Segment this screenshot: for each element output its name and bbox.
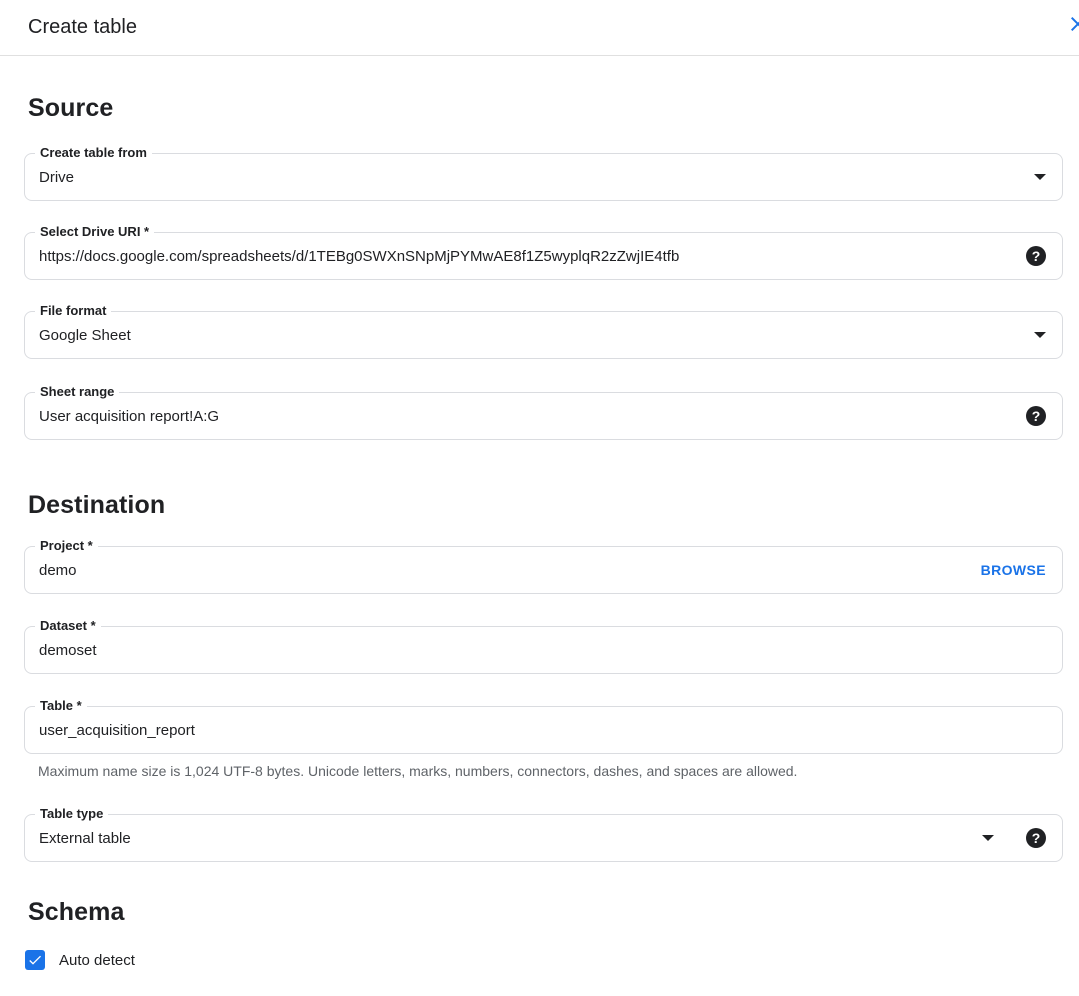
dataset-input[interactable]: demoset xyxy=(39,641,97,659)
table-name-helper-text: Maximum name size is 1,024 UTF-8 bytes. Unicode letters, marks, numbers, connectors, dashes, and spaces are allowed. xyxy=(38,763,798,779)
table-type-select[interactable] xyxy=(24,806,1063,862)
sheet-range-field[interactable] xyxy=(24,384,1063,440)
project-field[interactable] xyxy=(24,538,1063,594)
create-table-form xyxy=(0,93,1079,970)
selected-value: External table xyxy=(39,829,131,847)
section-heading-source: Source xyxy=(28,94,114,122)
close-button[interactable] xyxy=(1066,12,1079,36)
selected-value: Google Sheet xyxy=(39,326,131,344)
selected-value: Drive xyxy=(39,168,75,186)
browse-button[interactable]: BROWSE xyxy=(980,562,1046,578)
table-name-input[interactable]: user_acquisition_report xyxy=(39,721,195,739)
sheet-range-input[interactable]: User acquisition report!A:G xyxy=(39,407,220,425)
field-label: Select Drive URI * xyxy=(35,224,154,240)
close-icon xyxy=(1066,24,1079,39)
chevron-down-icon[interactable] xyxy=(1034,174,1046,180)
drive-uri-field[interactable] xyxy=(24,224,1063,280)
checkmark-icon xyxy=(27,952,43,968)
chevron-down-icon[interactable] xyxy=(1034,332,1046,338)
auto-detect-checkbox[interactable] xyxy=(25,950,45,970)
table-name-field[interactable] xyxy=(24,698,1063,754)
chevron-down-icon[interactable] xyxy=(982,835,994,841)
field-label: File format xyxy=(35,303,111,319)
field-label: Dataset * xyxy=(35,618,101,634)
field-label: Sheet range xyxy=(35,384,119,400)
page-title: Create table xyxy=(28,16,137,38)
help-icon[interactable]: ? xyxy=(1026,246,1046,266)
drive-uri-input[interactable]: https://docs.google.com/spreadsheets/d/1TEBg0SWXnSNpMjPYMwAE8f1Z5wyplqR2zZwjIE4tfb xyxy=(39,247,680,265)
auto-detect-label: Auto detect xyxy=(59,951,135,969)
help-icon[interactable]: ? xyxy=(1026,406,1046,426)
project-input[interactable]: demo xyxy=(39,561,77,579)
help-icon[interactable]: ? xyxy=(1026,828,1046,848)
field-label: Table * xyxy=(35,698,87,714)
auto-detect-row xyxy=(24,950,1063,970)
file-format-select[interactable] xyxy=(24,303,1063,359)
dialog-header xyxy=(0,0,1079,56)
dataset-field[interactable] xyxy=(24,618,1063,674)
section-heading-destination: Destination xyxy=(28,491,166,519)
field-label: Create table from xyxy=(35,145,152,161)
field-label: Project * xyxy=(35,538,98,554)
create-table-from-select[interactable] xyxy=(24,145,1063,201)
field-label: Table type xyxy=(35,806,108,822)
section-heading-schema: Schema xyxy=(28,898,125,926)
